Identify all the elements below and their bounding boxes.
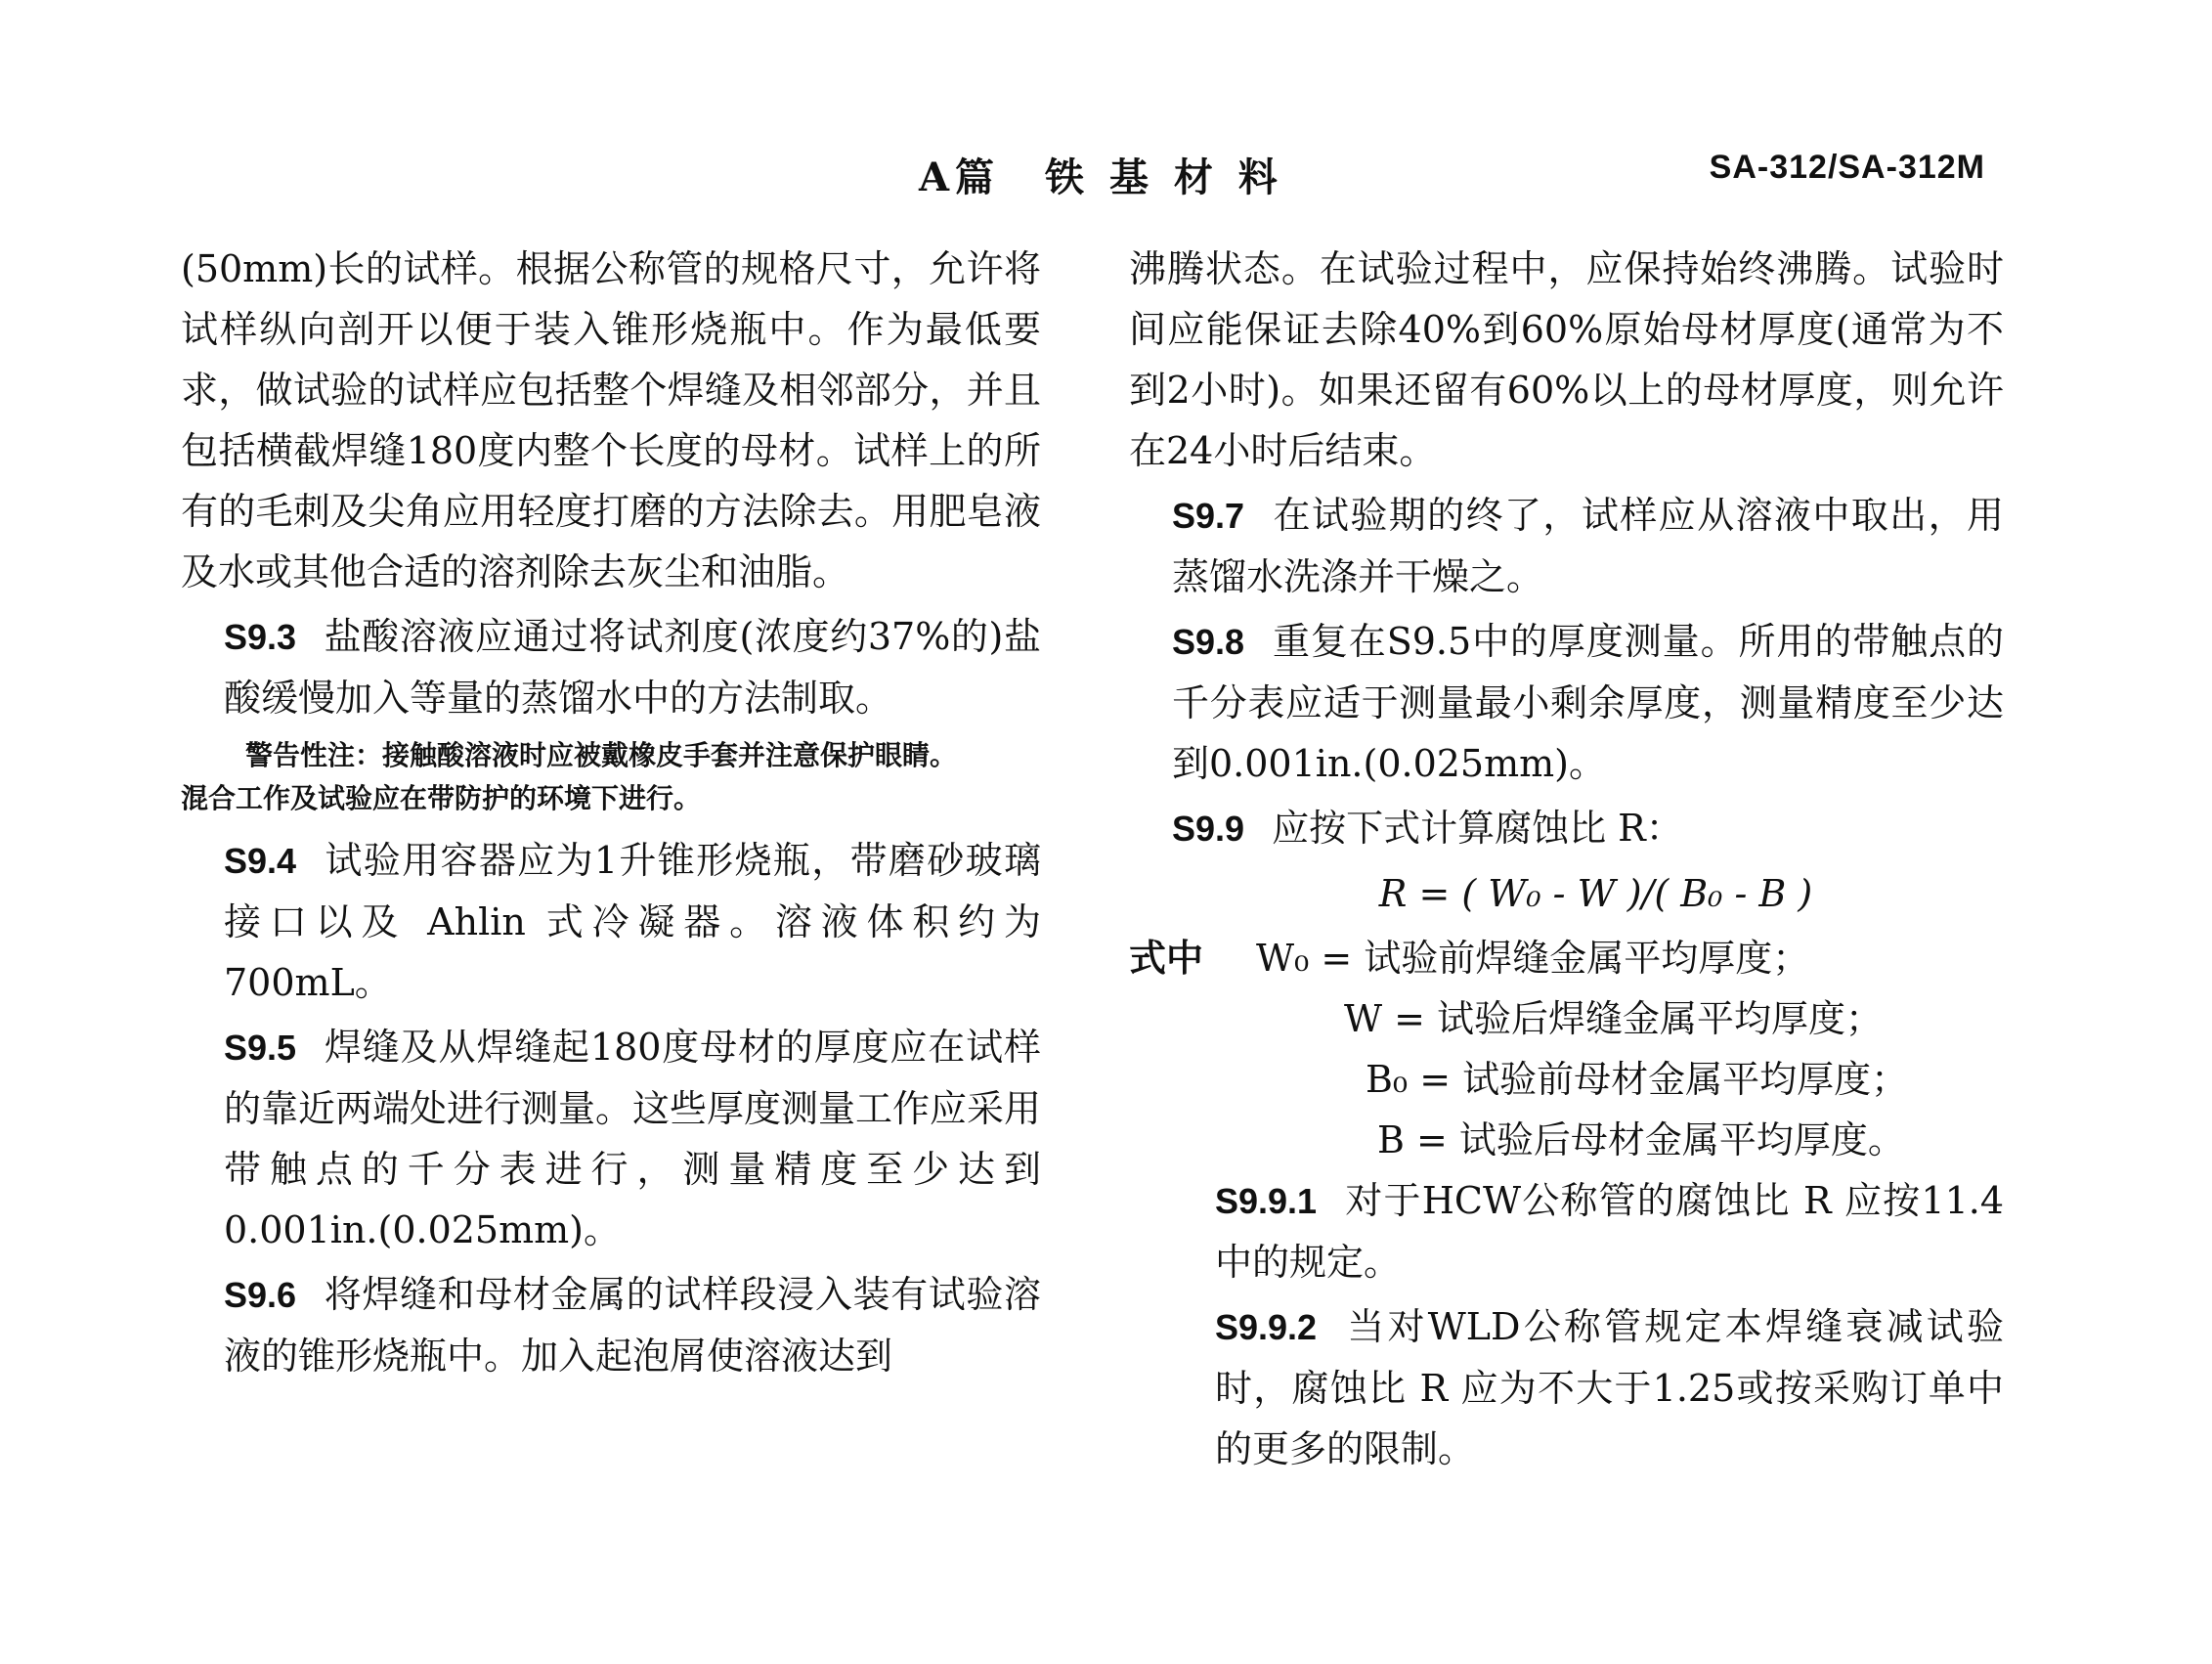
section-text: 将焊缝和母材金属的试样段浸入装有试验溶液的锥形烧瓶中。加入起泡屑使溶液达到 [224,1273,1041,1378]
section-s9-7 [1129,485,2004,607]
section-s9-8 [1129,611,2004,794]
section-number: S9.5 [224,1028,297,1068]
definition-b0: B₀ = 试验前母材金属平均厚度； [1366,1058,1909,1101]
section-s9-9-1 [1129,1170,2004,1292]
section-number: S9.9.2 [1215,1307,1318,1347]
section-text: 重复在S9.5中的厚度测量。所用的带触点的千分表应适于测量最小剩余厚度，测量精度至少达到0.001in.(0.025mm)。 [1172,620,2004,785]
section-number: S9.8 [1172,622,1245,662]
section-text: 当对WLD公称管规定本焊缝衰减试验时，腐蚀比 R 应为不大于1.25或按采购订单中的更多的限制。 [1215,1305,2004,1470]
corrosion-ratio-formula: R = ( W₀ - W )/( B₀ - B ) [1378,872,1813,915]
standard-code: SA-312/SA-312M [1709,149,1985,186]
section-number: S9.6 [224,1275,297,1315]
warning-line-1: 警告性注：接触酸溶液时应被戴橡皮手套并注意保护眼睛。 [245,739,958,771]
section-s9-9-2 [1129,1296,2004,1479]
right-column [1129,239,2004,1483]
section-s9-5 [181,1017,1041,1260]
section-number: S9.9.1 [1215,1181,1318,1221]
section-text: 对于HCW公称管的腐蚀比 R 应按11.4中的规定。 [1215,1179,2004,1284]
section-s9-4 [181,830,1041,1013]
section-text: 应按下式计算腐蚀比 R： [1272,807,1683,850]
section-number: S9.9 [1172,809,1245,849]
definition-b: B = 试验后母材金属平均厚度。 [1377,1118,1905,1161]
section-number: S9.3 [224,617,297,657]
warning-note [181,734,1041,820]
definition-w0: W₀ = 试验前焊缝金属平均厚度； [1256,937,1810,980]
definition-w: W = 试验后焊缝金属平均厚度； [1344,997,1884,1040]
section-s9-6 [181,1264,1041,1386]
section-header: A篇 铁 基 材 料 [919,154,1283,200]
variable-definitions [1129,928,2004,1170]
warning-line-2: 混合工作及试验应在带防护的环境下进行。 [181,782,702,814]
section-s9-9 [1129,798,2004,859]
section-s9-3 [181,606,1041,728]
section-text: 焊缝及从焊缝起180度母材的厚度应在试样的靠近两端处进行测量。这些厚度测量工作应采用带触点的千分表进行，测量精度至少达到0.001in.(0.025mm)。 [224,1026,1042,1251]
left-column [181,239,1041,1390]
section-text: 在试验期的终了，试样应从溶液中取出，用蒸馏水洗涤并干燥之。 [1172,494,2004,598]
section-text: 盐酸溶液应通过将试剂度(浓度约37%的)盐酸缓慢加入等量的蒸馏水中的方法制取。 [224,615,1041,720]
section-number: S9.7 [1172,496,1245,536]
paragraph-continued: (50mm)长的试样。根据公称管的规格尺寸，允许将试样纵向剖开以便于装入锥形烧瓶中。作为最低要求，做试验的试样应包括整个焊缝及相邻部分，并且包括横截焊缝180度内整个长度的母材。试样上的所有的毛刺及尖角应用轻度打磨的方法除去。用肥皂液及水或其他合适的溶剂除去灰尘和油脂。 [181,247,1041,593]
paragraph-continued: 沸腾状态。在试验过程中，应保持始终沸腾。试验时间应能保证去除40%到60%原始母材厚度(通常为不到2小时)。如果还留有60%以上的母材厚度，则允许在24小时后结束。 [1129,247,2004,472]
section-number: S9.4 [224,841,297,881]
definition-list [1256,928,2004,1170]
section-text: 试验用容器应为1升锥形烧瓶，带磨砂玻璃接口以及 Ahlin 式冷凝器。溶液体积约为700mL。 [224,839,1041,1004]
where-label: 式中 [1129,936,1204,980]
